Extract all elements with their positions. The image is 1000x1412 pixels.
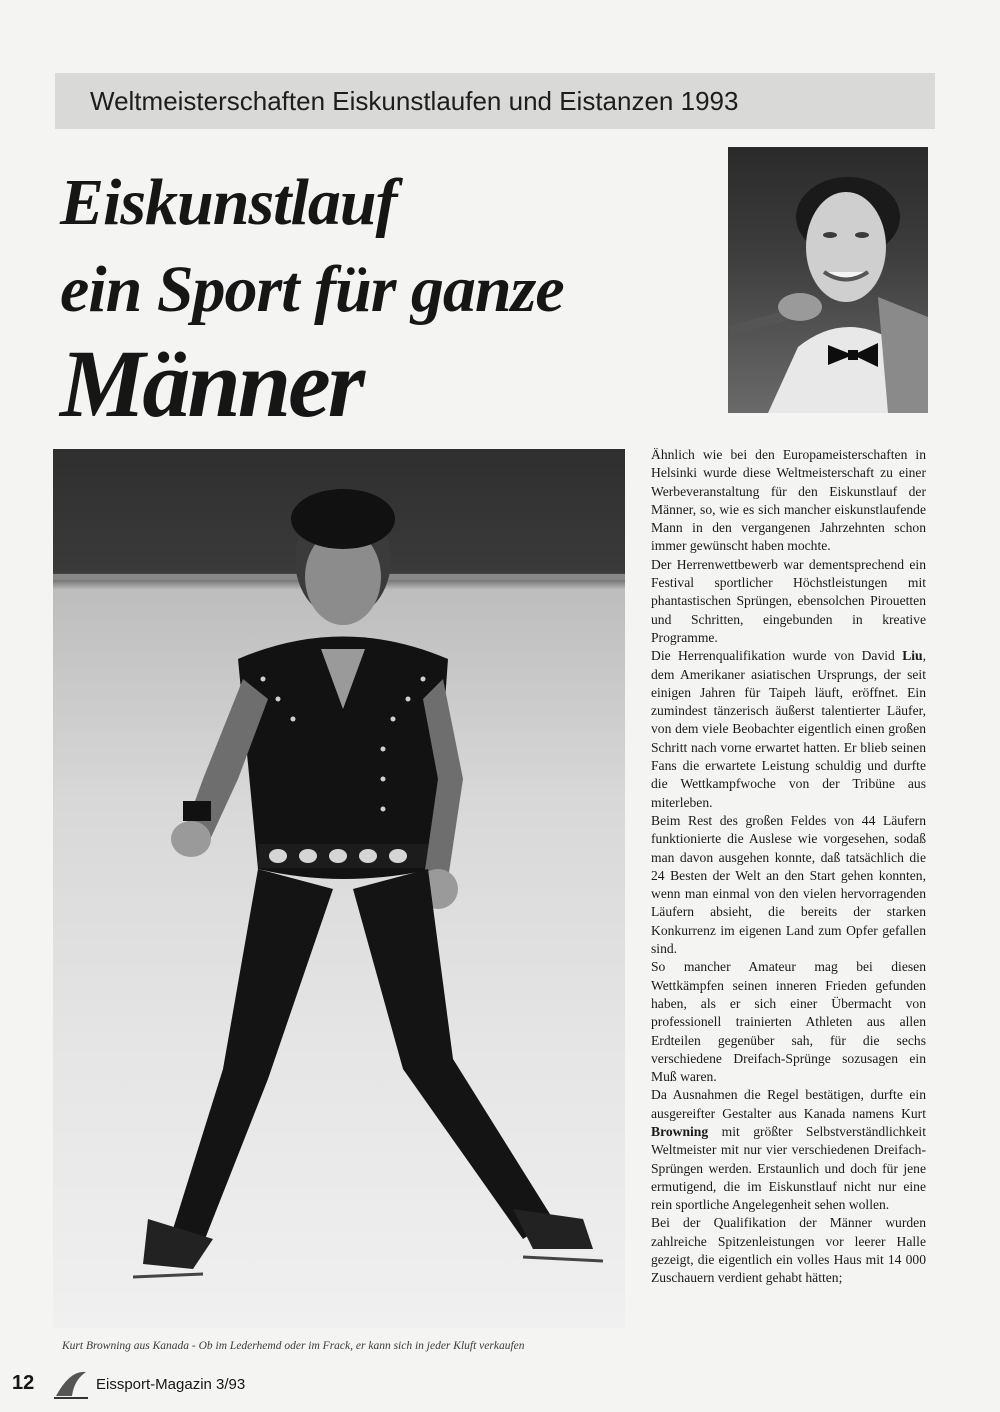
name-bold: Liu xyxy=(902,648,923,664)
headline-line-2: ein Sport für ganze xyxy=(60,253,564,326)
article-body xyxy=(651,446,926,1288)
magazine-logo-icon xyxy=(50,1366,92,1402)
headline-line-1: Eiskunstlauf xyxy=(60,166,397,239)
text: Da Ausnahmen die Regel bestätigen, durfte ein ausgereifter Gestalter aus Kanada namens Kurt xyxy=(651,1087,926,1121)
text: mit größter Selbstverständlichkeit Weltmeister mit nur vier verschiedenen Dreifach-Sprüngen werden. Erstaunlich und doch für jene ermutigend, die im Eiskunstlauf nicht nur eine rein sportliche Angelegenheit sehen wollen. xyxy=(651,1123,926,1213)
text: Die Herrenqualifikation wurde von David xyxy=(651,648,903,664)
name-bold: Browning xyxy=(651,1123,709,1139)
paragraph xyxy=(651,1086,926,1214)
paragraph: So mancher Amateur mag bei diesen Wettkämpfen seinen inneren Frieden gefunden haben, als er sich einer Übermacht von professionell trainierten Athleten aus allen Erdteilen gegenüber sah, für die sechs verschiedene Dreifach-Sprünge sozusagen ein Muß waren. xyxy=(651,959,926,1085)
section-title: Weltmeisterschaften Eiskunstlaufen und Eistanzen 1993 xyxy=(90,86,739,116)
page-number: 12 xyxy=(12,1372,35,1394)
magazine-name: Eissport-Magazin 3/93 xyxy=(96,1376,246,1393)
section-banner xyxy=(55,73,935,129)
portrait-photo xyxy=(728,147,928,413)
photo-caption: Kurt Browning aus Kanada - Ob im Lederhemd oder im Frack, er kann sich in jeder Kluft verkaufen xyxy=(62,1340,525,1352)
paragraph: Ähnlich wie bei den Europameisterschaften in Helsinki wurde diese Weltmeisterschaft zu einer Werbeveranstaltung für den Eiskunstlauf der Männer, so, wie es sich mancher eiskunstlaufende Mann in den vergangenen Jahrzehnten schon immer gewünscht haben mochte. xyxy=(651,447,926,554)
paragraph: Bei der Qualifikation der Männer wurden zahlreiche Spitzenleistungen vor leerer Halle gezeigt, die eigentlich ein volles Haus mit 14 000 Zuschauern verdient gehabt hätten; xyxy=(651,1215,926,1286)
paragraph xyxy=(651,647,926,812)
paragraph: Beim Rest des großen Feldes von 44 Läufern funktionierte die Auslese wie vorgesehen, sodaß man davon ausgehen konnte, daß tatsächlich die 24 Besten der Welt an den Start gehen konnten, wenn man einmal von den vielen hervorragenden Läufern absieht, die bereits der starken Konkurrenz im eigenen Land zum Opfer gefallen sind. xyxy=(651,812,926,957)
headline-line-3: Männer xyxy=(60,330,363,437)
paragraph: Der Herrenwettbewerb war dementsprechend ein Festival sportlicher Höchstleistungen mit phantastischen Sprüngen, ebensolchen Pirouetten und Schritten, eingebunden in kreative Programme. xyxy=(651,556,926,645)
text: , dem Amerikaner asiatischen Ursprungs, der seit einigen Jahren für Taipeh läuft, eröffnet. Ein zumindest tänzerisch äußerst talentierter Läufer, von dem viele Beobachter eigentlich einen großen Schritt nach vorne erwartet hatten. Er blieb seinen Fans die erwartete Leistung schuldig und durfte die Wettkampfwoche von der Tribüne aus miterleben. xyxy=(651,648,926,810)
page-footer xyxy=(12,1372,412,1402)
skater-photo xyxy=(53,449,625,1328)
